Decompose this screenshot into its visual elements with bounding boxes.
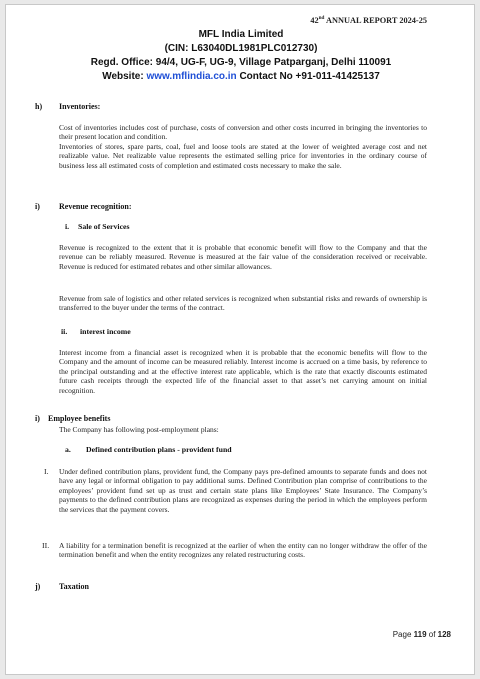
annual-report-label — [310, 16, 427, 25]
item-2-marker: II. — [42, 541, 50, 550]
interest-income-marker: ii. — [61, 327, 68, 336]
website-link[interactable]: www.mflindia.co.in — [146, 71, 237, 82]
item-1-marker: I. — [44, 467, 49, 476]
page-label: Page — [392, 630, 414, 639]
section-j-title: Taxation — [59, 582, 89, 591]
revenue-paragraph-1: Revenue is recognized to the extent that it is probable that economic benefit will flow to the Company and that the revenue can be reliably measured. Revenue is measured at the fair value of the consideration received or receivable. Revenue is reduced for estimated rebates and other similar allowances. — [59, 243, 427, 271]
document-page — [5, 4, 475, 675]
interest-income-title: interest income — [80, 327, 131, 336]
report-ordinal-suffix: nd — [318, 15, 325, 22]
section-j-marker: j) — [35, 582, 41, 591]
section-i-marker: i) — [35, 202, 40, 211]
revenue-paragraph-2: Revenue from sale of logistics and other related services is recognized when substantial risks and rewards of ownership is transferred to the buyer under the terms of the contract. — [59, 294, 427, 313]
contact-number: Contact No +91-011-41425137 — [236, 71, 380, 82]
inventories-paragraph-2: Inventories of stores, spare parts, coal, fuel and loose tools are stated at the lower of weighted average cost and net realizable value. Net realizable value represents the estimated selling price for inventories in the ordinary course of business less all estimated costs of completion and estimated costs necessary to make the sale. — [59, 142, 427, 170]
page-of-label: of — [426, 630, 438, 639]
interest-income-paragraph: Interest income from a financial asset is recognized when it is probable that the economic benefits will flow to the Company and the amount of income can be measured reliably. Interest income is accrued on a time basis, by reference to the principal outstanding and at the effective interest rate applicable, which is the rate that exactly discounts estimated future cash receipts through the expected life of the financial asset to that asset’s net carrying amount on initial recognition. — [59, 348, 427, 395]
report-number: 42 — [310, 16, 319, 25]
employee-benefits-title: Employee benefits — [48, 414, 111, 423]
page-number — [393, 630, 451, 639]
registered-office: Regd. Office: 94/4, UG-F, UG-9, Village Patparganj, Delhi 110091 — [90, 57, 392, 68]
section-h-marker: h) — [35, 102, 43, 111]
termination-benefit-paragraph: A liability for a termination benefit is recognized at the earlier of when the entity can no longer withdraw the offer of the termination benefit and when the entity recognizes any related restructuring costs. — [59, 541, 427, 560]
defined-contribution-title: Defined contribution plans - provident fund — [86, 445, 232, 454]
contact-line — [6, 71, 475, 82]
employee-benefits-marker: i) — [35, 414, 40, 423]
website-label: Website: — [102, 71, 147, 82]
section-h-title: Inventories: — [59, 102, 101, 111]
employee-benefits-intro: The Company has following post-employment plans: — [59, 425, 219, 434]
sale-of-services-marker: i. — [65, 222, 70, 231]
inventories-paragraph-1: Cost of inventories includes cost of purchase, costs of conversion and other costs incurred in bringing the inventories to their present location and condition. — [59, 123, 427, 142]
total-pages: 128 — [437, 630, 451, 639]
company-name: MFL India Limited — [198, 29, 284, 40]
report-title: ANNUAL REPORT 2024-25 — [324, 16, 427, 25]
current-page: 119 — [413, 630, 427, 639]
company-cin: (CIN: L63040DL1981PLC012730) — [164, 43, 318, 54]
defined-contribution-marker: a. — [65, 445, 71, 454]
section-i-title: Revenue recognition: — [59, 202, 132, 211]
defined-contribution-paragraph: Under defined contribution plans, provident fund, the Company pays pre-defined amounts to separate funds and does not have any legal or informal obligation to pay additional sums. Defined Contribution plan comprise of contributions to the employees’ provident fund set up as trust and certain state plans like Employees’ State Insurance. The Company’s payments to the defined contribution plans are recognized as expenses during the period in which the employees perform the services that the payment covers. — [59, 467, 427, 514]
sale-of-services-title: Sale of Services — [78, 222, 130, 231]
